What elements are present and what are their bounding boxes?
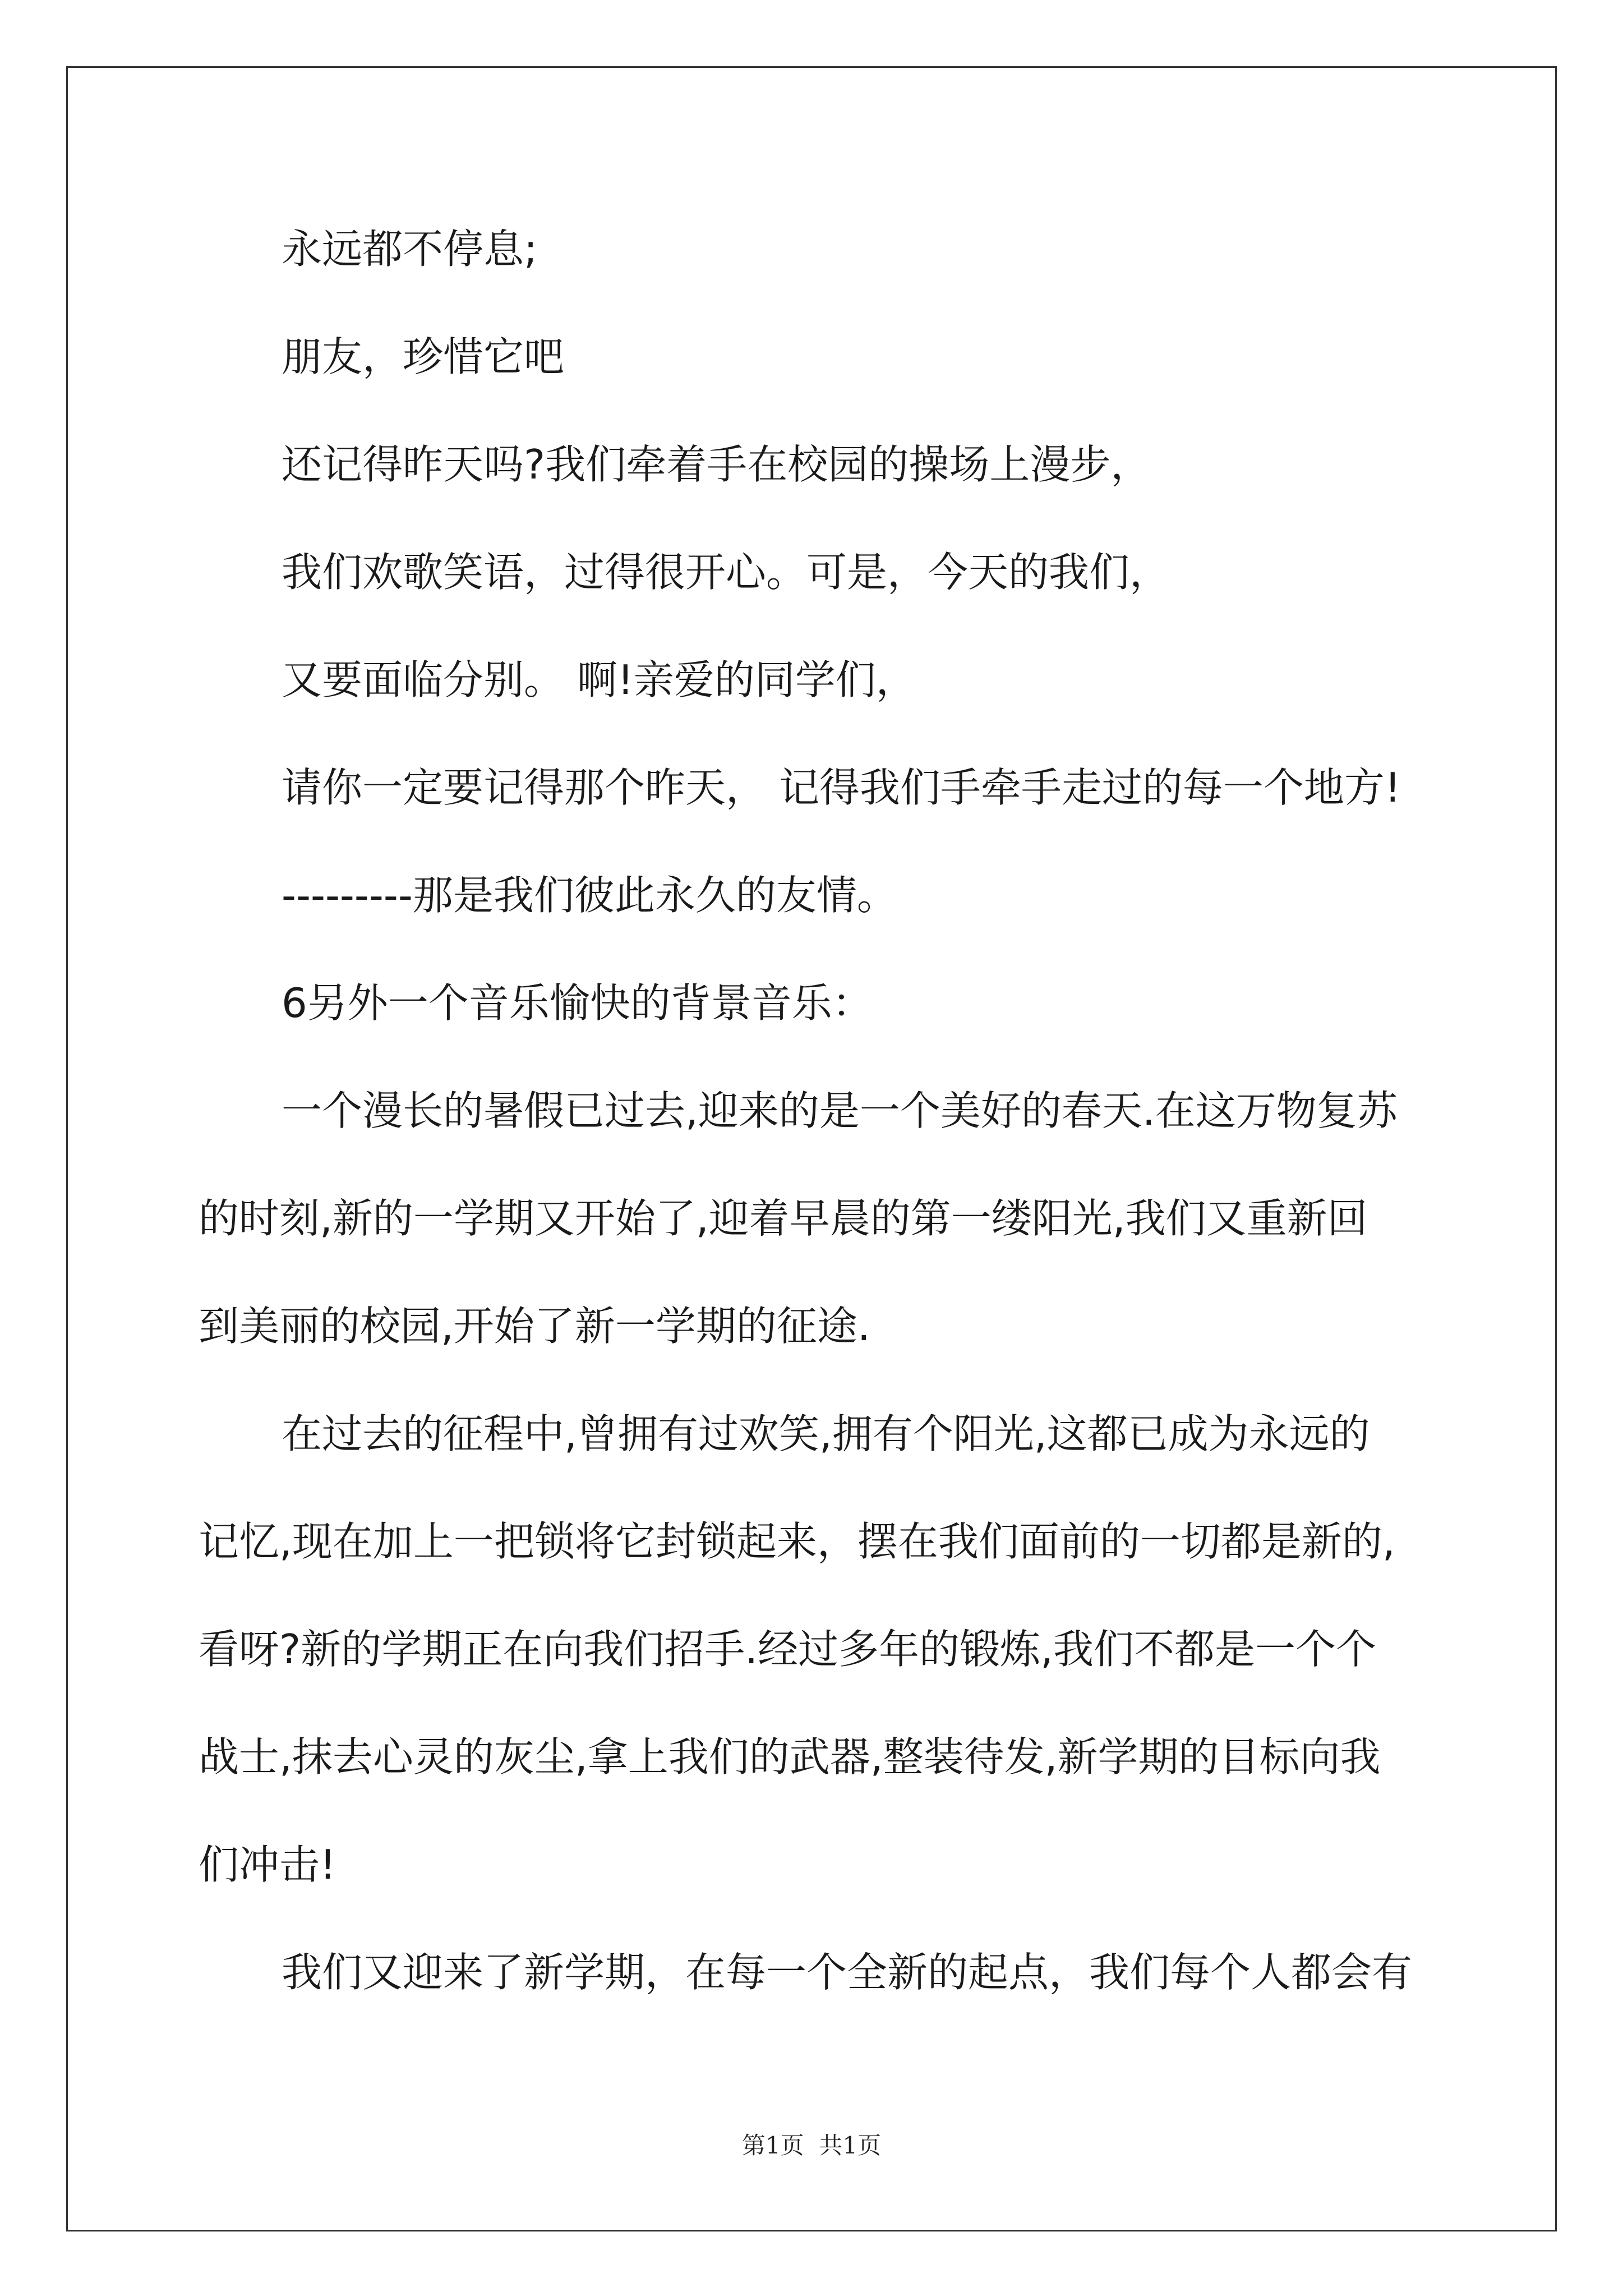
text-line: 到美丽的校园,开始了新一学期的征途. — [199, 1303, 870, 1350]
text-line: 又要面临分别。 啊!亲爱的同学们， — [282, 656, 916, 703]
text-line: 我们又迎来了新学期，在每一个全新的起点，我们每个人都会有 — [282, 1949, 1413, 1996]
text-line: 我们欢歌笑语，过得很开心。可是，今天的我们， — [282, 549, 1170, 596]
page-border — [66, 66, 1557, 2231]
text-line: 的时刻,新的一学期又开始了,迎着早晨的第一缕阳光,我们又重新回 — [199, 1195, 1368, 1242]
text-line: 们冲击! — [199, 1841, 336, 1888]
page-number: 第1页 共1页 — [741, 2132, 882, 2159]
text-line: 看呀?新的学期正在向我们招手.经过多年的锻炼,我们不都是一个个 — [199, 1626, 1376, 1673]
text-line: 请你一定要记得那个昨天， 记得我们手牵手走过的每一个地方! — [282, 764, 1401, 811]
text-line: ---------那是我们彼此永久的友情。 — [282, 872, 897, 919]
text-line: 记忆,现在加上一把锁将它封锁起来，摆在我们面前的一切都是新的, — [199, 1518, 1395, 1565]
text-line: 朋友，珍惜它吧 — [282, 333, 565, 380]
text-line: 还记得昨天吗?我们牵着手在校园的操场上漫步， — [282, 441, 1151, 488]
text-line: 永远都不停息; — [282, 226, 538, 273]
text-line: 6另外一个音乐愉快的背景音乐： — [282, 979, 873, 1027]
text-line: 在过去的征程中,曾拥有过欢笑,拥有个阳光,这都已成为永远的 — [282, 1410, 1370, 1457]
text-line: 一个漫长的暑假已过去,迎来的是一个美好的春天.在这万物复苏 — [282, 1087, 1398, 1134]
text-line: 战士,抹去心灵的灰尘,拿上我们的武器,整装待发,新学期的目标向我 — [199, 1733, 1381, 1780]
